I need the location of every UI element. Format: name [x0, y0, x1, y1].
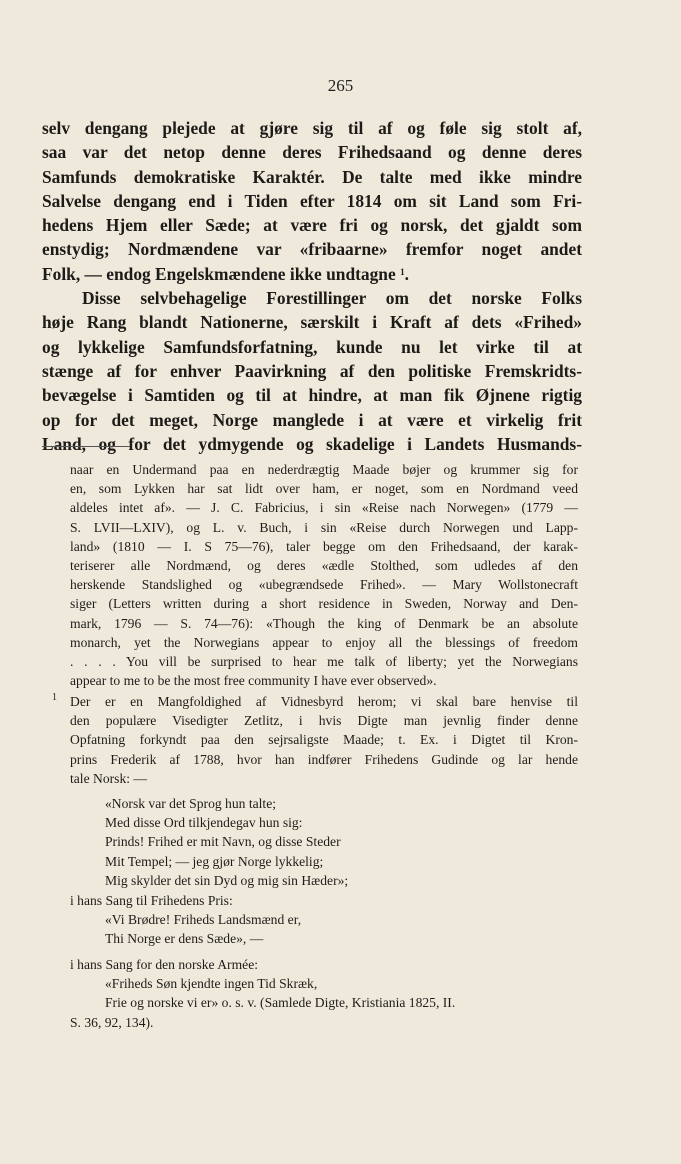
verse-line: Mit Tempel; — jeg gjør Norge lykkelig; [105, 853, 324, 869]
footnote-line: appear to me to be the most free community I have ever observed». [70, 673, 437, 689]
footnote-line: aldeles intet af». — J. C. Fabricius, i sin «Reise nach Norwegen» (1779 — [70, 500, 578, 516]
footnote-line: tale Norsk: — [70, 770, 148, 786]
main-line: enstydig; Nordmændene var «fribaarne» fremfor noget andet [42, 239, 582, 260]
footnote-continued [70, 460, 578, 690]
footnote-line: land» (1810 — I. S 75—76), taler begge om den Frihedsaand, der karak- [70, 538, 578, 554]
verse-line: Thi Norge er dens Sæde», — [105, 931, 264, 947]
footnote-line: Opfatning forkyndt paa den sejrsaligste Maade; t. Ex. i Digtet til Kron- [70, 732, 578, 748]
main-line: stænge af for enhver Paavirkning af den politiske Fremskridts- [42, 360, 582, 381]
footnote-line: S. LVII—LXIV), og L. v. Buch, i sin «Reise durch Norwegen und Lapp- [70, 519, 578, 535]
footnote-ref: 1 [400, 266, 405, 277]
verse-line: Mig skylder det sin Dyd og mig sin Hæder»; [105, 872, 349, 888]
main-line: Folk, — endog Engelskmændene ikke undtagne [42, 263, 396, 284]
main-line: bevægelse i Samtiden og til at hindre, at man fik Øjnene rigtig [42, 385, 582, 406]
main-line: Land, og for det ydmygende og skadelige i Landets Husmands- [42, 433, 582, 454]
main-line: op for det meget, Norge manglede i at være et virkelig frit [42, 409, 582, 430]
verse-intro: i hans Sang til Frihedens Pris: [70, 893, 233, 908]
page-number: 265 [327, 76, 354, 95]
verse-line: «Friheds Søn kjendte ingen Tid Skræk, [105, 976, 318, 991]
footnote-line: teriserer alle Nordmænd, og deres «ædle Stolthed, som udledes af den [70, 558, 578, 574]
main-text [42, 116, 582, 456]
footnote-line: naar en Undermand paa en nederdrægtig Maade bøjer og krummer sig for [70, 462, 578, 477]
footnote-divider [42, 446, 130, 447]
footnote-line: Der er en Mangfoldighed af Vidnesbyrd herom; vi skal bare henvise til [70, 694, 578, 709]
verse-line: «Vi Brødre! Friheds Landsmænd er, [105, 912, 302, 927]
footnote-line: den populære Visedigter Zetlitz, i hvis Digte man jevnlig finder denne [70, 713, 578, 729]
verse-line: «Norsk var det Sprog hun talte; [105, 796, 277, 811]
main-line: høje Rang blandt Nationerne, særskilt i Kraft af dets «Frihed» [42, 312, 582, 333]
footnote-line: monarch, yet the Norwegians appear to enjoy all the blessings of freedom [70, 634, 578, 650]
footnote-line: prins Frederik af 1788, hvor han indfører Frihedens Gudinde og lar hende [70, 751, 578, 767]
footnote-line: . . . . You vill be surprised to hear me talk of liberty; yet the Norwegians [70, 654, 578, 670]
main-line: og lykkelige Samfundsforfatning, kunde nu let virke til at [42, 336, 582, 357]
main-line: saa var det netop denne deres Frihedsaand og denne deres [42, 142, 582, 163]
footnote-line: herskende Standslighed og «ubegrændsede Frihed». — Mary Wollstonecraft [70, 577, 578, 593]
footnote-mark: 1 [52, 692, 57, 703]
main-line: Disse selvbehagelige Forestillinger om det norske Folks [82, 288, 582, 309]
footnote-line: en, som Lykken har sat lidt over ham, er noget, som en Nordmand veed [70, 481, 578, 497]
verse-1 [105, 794, 348, 890]
main-line: selv dengang plejede at gjøre sig til af og føle sig stolt af, [42, 118, 582, 138]
main-line: Samfunds demokratiske Karaktér. De talte med ikke mindre [42, 166, 582, 187]
verse-intro: i hans Sang for den norske Armée: [70, 957, 259, 972]
main-line: hedens Hjem eller Sæde; at være fri og norsk, det gjaldt som [42, 215, 582, 236]
footnote-line: mark, 1796 — S. 74—76): «Though the king of Denmark be an absolute [70, 615, 578, 631]
main-line-with-ref: Folk, — endog Engelskmændene ikke undtagne $^1$. [42, 263, 409, 284]
footnote-1 [70, 692, 578, 788]
verse-line: Prinds! Frihed er mit Navn, og disse Steder [105, 834, 341, 850]
footnote-line: siger (Letters written during a short residence in Sweden, Norway and Den- [70, 596, 578, 612]
verse-2 [105, 910, 301, 948]
verse-3 [105, 974, 455, 1012]
verse-line: Med disse Ord tilkjendegav hun sig: [105, 815, 303, 831]
footnote-closing: S. 36, 92, 134). [70, 1015, 154, 1030]
main-line: Salvelse dengang end i Tiden efter 1814 om sit Land som Fri- [42, 190, 582, 211]
verse-line: Frie og norske vi er» o. s. v. (Samlede Digte, Kristiania 1825, II. [105, 995, 456, 1011]
